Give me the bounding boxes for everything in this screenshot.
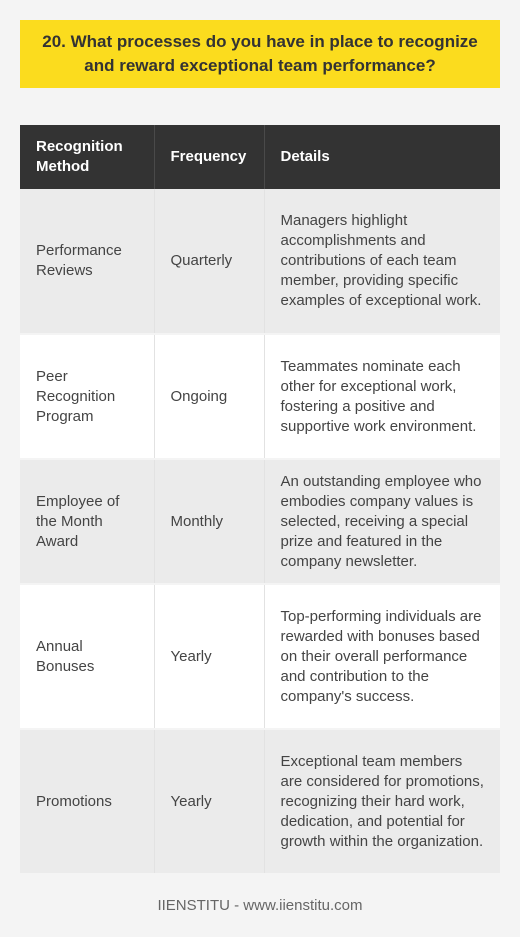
table-row [20, 334, 500, 459]
cell-details: Top-performing individuals are rewarded with bonuses based on their overall performance and contribution to the company's success. [264, 584, 500, 729]
table-row [20, 459, 500, 584]
header-frequency: Frequency [154, 125, 264, 189]
table-body [20, 189, 500, 874]
header-row [20, 125, 500, 189]
header-details: Details [264, 125, 500, 189]
header-recognition-method: Recognition Method [20, 125, 154, 189]
recognition-table [20, 125, 500, 875]
cell-details: Exceptional team members are considered for promotions, recognizing their hard work, dedication, and potential for growth within the organization. [264, 729, 500, 874]
footer-credit: IIENSTITU - www.iienstitu.com [157, 897, 363, 914]
table-row [20, 189, 500, 334]
cell-method: Annual Bonuses [20, 584, 154, 729]
cell-frequency: Monthly [154, 459, 264, 584]
cell-frequency: Quarterly [154, 189, 264, 334]
cell-method: Promotions [20, 729, 154, 874]
table-row [20, 584, 500, 729]
table-row [20, 729, 500, 874]
recognition-table-container [20, 125, 500, 875]
cell-details: Teammates nominate each other for exceptional work, fostering a positive and supportive work environment. [264, 334, 500, 459]
title-banner [20, 20, 500, 88]
cell-details: An outstanding employee who embodies company values is selected, receiving a special prize and featured in the company newsletter. [264, 459, 500, 584]
cell-details: Managers highlight accomplishments and contributions of each team member, providing specific examples of exceptional work. [264, 189, 500, 334]
cell-method: Peer Recognition Program [20, 334, 154, 459]
table-header [20, 125, 500, 189]
cell-frequency: Ongoing [154, 334, 264, 459]
page-title: 20. What processes do you have in place to recognize and reward exceptional team performance? [42, 32, 478, 75]
cell-frequency: Yearly [154, 729, 264, 874]
cell-method: Employee of the Month Award [20, 459, 154, 584]
cell-frequency: Yearly [154, 584, 264, 729]
cell-method: Performance Reviews [20, 189, 154, 334]
